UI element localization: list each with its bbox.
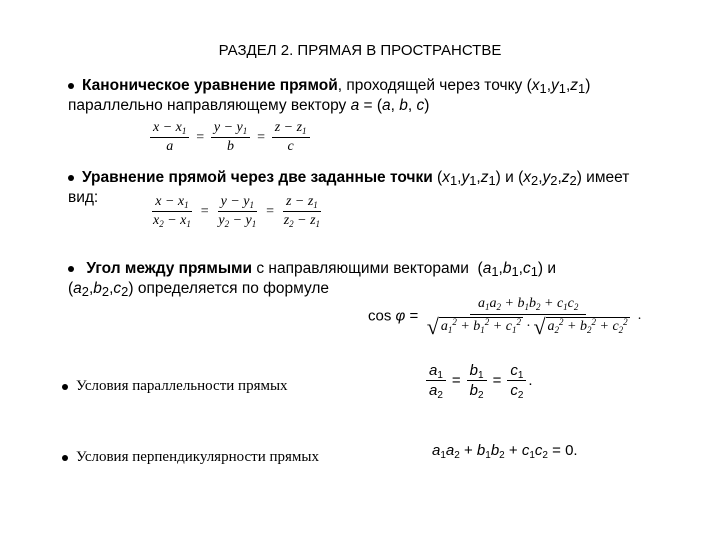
parallel-label: Условия параллельности прямых <box>76 378 288 394</box>
angle-rest: с направляющими векторами <box>252 260 469 277</box>
two-points-heading: Уравнение прямой через две заданные точки <box>82 169 433 186</box>
canonical-line2: параллельно направляющему вектору <box>68 97 351 114</box>
perpendicular-formula: $a_1a_2 + b_1b_2 + c_1c_2 = 0$. <box>432 442 578 461</box>
bullet-icon <box>68 175 74 181</box>
angle-line2-tail: определяется по формуле <box>133 280 330 297</box>
direction-vector: a = (a, b, c) <box>350 97 430 114</box>
angle-heading: Угол между прямыми <box>86 260 253 277</box>
perpendicular-label: Условия перпендикулярности прямых <box>76 449 319 465</box>
canonical-formula: $\frac{x - x_1}{a}$ = $\frac{y - y_1}{b}$ = $\frac{z - z_1}{c}$ <box>148 120 312 155</box>
canonical-heading: Каноническое уравнение прямой <box>82 77 338 94</box>
perpendicular-condition-text <box>62 449 319 466</box>
two-points-formula: $\frac{x - x_1}{x_2 - x_1}$ = $\frac{y - y_1}{y_2 - y_1}$ = $\frac{z - z_1}{z_2 - z_1}$ <box>153 194 321 229</box>
parallel-formula: $\frac{a_1}{a_2}$ = $\frac{b_1}{b_2}$ = $\frac{c_1}{c_2}$ . <box>424 362 533 399</box>
parallel-condition-text <box>62 378 288 395</box>
two-points-line2: вид: <box>68 189 99 206</box>
bullet-icon <box>62 455 68 461</box>
angle-formula: cos φ = $\frac{a_1a_2 + b_1b_2 + c_1c_2}{√ a_1^2 + b_1^2 + c_1^2 \cdot √ a_2^2 + b_2^2 + c_2^2}$ . <box>368 296 642 339</box>
bullet-icon <box>68 266 74 272</box>
two-points-text: Уравнение прямой через две заданные точки $(x_1,y_1,z_1)$ и $(x_2,y_2,z_2)$ имеет вид: <box>68 169 630 206</box>
canonical-equation-text <box>68 76 668 116</box>
angle-line2: $(a_2,b_2,c_2)$ <box>68 280 134 299</box>
bullet-icon <box>68 83 74 89</box>
angle-text: Угол между прямыми с направляющими векторами $(a_1,b_1,c_1)$ и $(a_2,b_2,c_2)$ определяется по формуле <box>68 260 557 299</box>
canonical-rest: , проходящей через точку $(x_1,y_1,z_1)$ <box>337 77 591 96</box>
page-title: РАЗДЕЛ 2. ПРЯМАЯ В ПРОСТРАНСТВЕ <box>218 42 502 59</box>
bullet-icon <box>62 384 68 390</box>
